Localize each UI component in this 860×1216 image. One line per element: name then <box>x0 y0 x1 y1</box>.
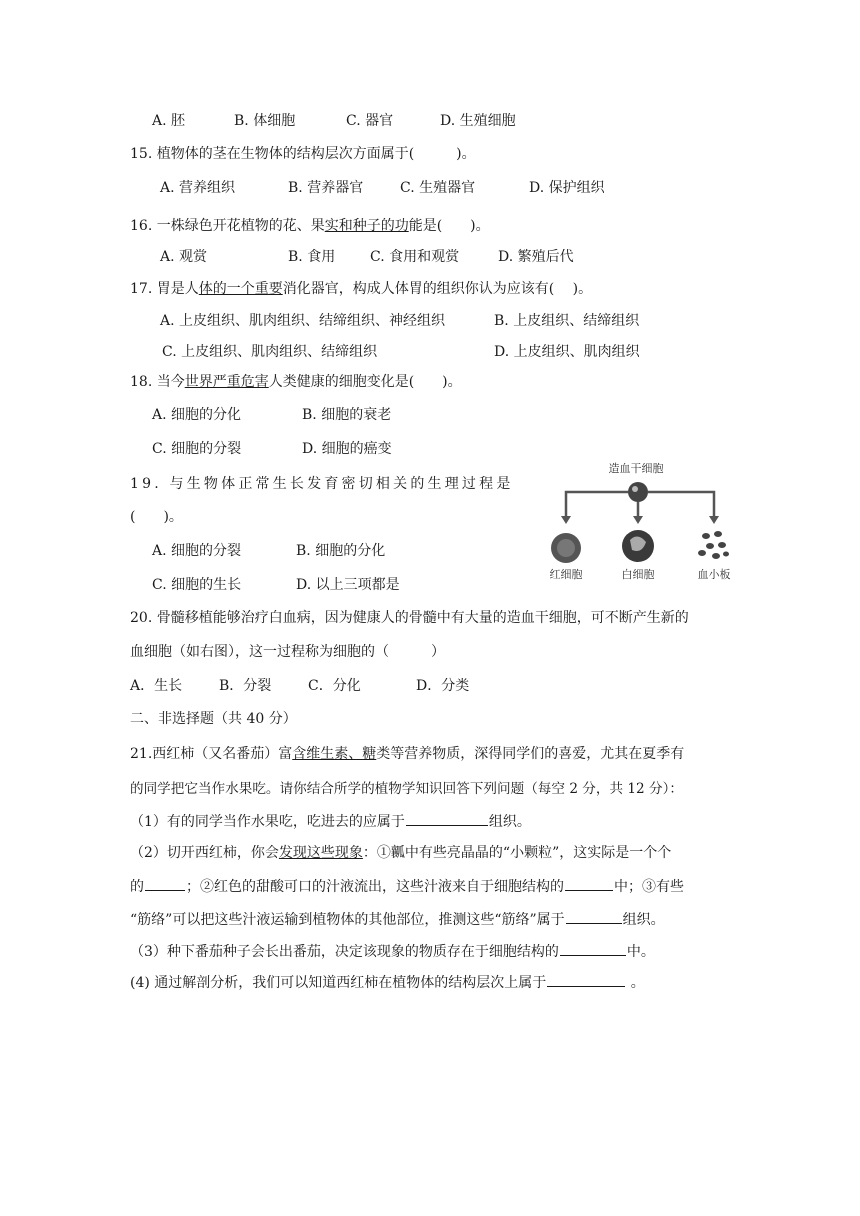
q21-stem-line2: 的同学把它当作水果吃。请你结合所学的植物学知识回答下列问题（每空 2 分，共 12 分）： <box>130 781 683 797</box>
stem-cell-diagram <box>538 462 738 582</box>
q15-option-d: D. 保护组织 <box>529 180 605 196</box>
q16-option-c: C. 食用和观赏 <box>370 249 460 265</box>
q18-option-d: D. 细胞的癌变 <box>302 441 392 457</box>
q20-option-c: C．分化 <box>308 678 361 694</box>
q14-option-d: D. 生殖细胞 <box>440 113 516 129</box>
q20-option-d: D．分类 <box>416 678 470 694</box>
stem-cell-icon <box>628 482 648 502</box>
q21-part2-line1: （2）切开西红柿，你会发现这些现象：①瓤中有些亮晶晶的“小颗粒”，这实际是一个个 <box>130 845 672 861</box>
q20-option-b: B．分裂 <box>219 678 272 694</box>
q16-option-d: D. 繁殖后代 <box>498 249 574 265</box>
q16-option-a: A. 观赏 <box>160 249 208 265</box>
answer-blank-1[interactable] <box>406 811 488 826</box>
section-title: 二、非选择题（共 40 分） <box>130 711 297 727</box>
answer-blank-4[interactable] <box>566 909 622 924</box>
q21-part2-line2: 的 ；②红色的甜酸可口的汁液流出，这些汁液来自于细胞结构的 中；③有些 <box>130 876 684 897</box>
q18-option-c: C. 细胞的分裂 <box>152 441 242 457</box>
q20-stem-line2: 血细胞（如右图），这一过程称为细胞的（ ） <box>130 644 445 660</box>
q19-option-d: D. 以上三项都是 <box>296 577 400 593</box>
q15-option-c: C. 生殖器官 <box>400 180 476 196</box>
q17-stem: 17. 胃是人体的一个重要消化器官，构成人体胃的组织你认为应该有( )。 <box>130 281 593 297</box>
q19-stem-line2: ( )。 <box>130 509 183 525</box>
q21-stem-line1: 21.西红柿（又名番茄）富含维生素、糖类等营养物质，深得同学们的喜爱，尤其在夏季有 <box>130 746 685 762</box>
q16-option-b: B. 食用 <box>288 249 336 265</box>
q20-option-a: A．生长 <box>130 678 183 694</box>
q21-part4: (4) 通过解剖分析，我们可以知道西红柿在植物体的结构层次上属于 。 <box>130 972 645 993</box>
q16-stem: 16. 一株绿色开花植物的花、果实和种子的功能是( )。 <box>130 218 490 234</box>
answer-blank-5[interactable] <box>560 941 626 956</box>
figure-label-red: 红细胞 <box>549 568 583 581</box>
figure-label-white: 白细胞 <box>621 568 655 581</box>
answer-blank-6[interactable] <box>547 972 625 987</box>
answer-blank-3[interactable] <box>565 876 613 891</box>
figure-label-platelet: 血小板 <box>697 568 731 581</box>
q20-stem-line1: 20. 骨髓移植能够治疗白血病，因为健康人的骨髓中有大量的造血干细胞，可不断产生新的 <box>130 610 689 626</box>
q21-part1: （1）有的同学当作水果吃，吃进去的应属于 组织。 <box>130 811 531 832</box>
arrow-left <box>566 492 628 518</box>
platelets-icon <box>698 531 729 559</box>
q18-option-b: B. 细胞的衰老 <box>302 407 392 423</box>
answer-blank-2[interactable] <box>145 876 185 891</box>
q17-option-c: C. 上皮组织、肌肉组织、结缔组织 <box>162 344 378 360</box>
q21-part3: （3）种下番茄种子会长出番茄，决定该现象的物质存在于细胞结构的 中。 <box>130 941 655 962</box>
q15-option-a: A. 营养组织 <box>160 180 236 196</box>
q15-option-b: B. 营养器官 <box>288 180 364 196</box>
q17-option-d: D. 上皮组织、肌肉组织 <box>494 344 640 360</box>
q18-option-a: A. 细胞的分化 <box>152 407 242 423</box>
q14-option-b: B. 体细胞 <box>234 113 296 129</box>
q19-stem-line1: 19. 与生物体正常生长发育密切相关的生理过程是 <box>130 476 514 492</box>
q18-stem: 18. 当今世界严重危害人类健康的细胞变化是( )。 <box>130 374 462 390</box>
q14-option-c: C. 器官 <box>346 113 394 129</box>
figure-top-label: 造血干细胞 <box>608 462 664 475</box>
q15-stem: 15. 植物体的茎在生物体的结构层次方面属于( )。 <box>130 146 476 162</box>
q19-option-a: A. 细胞的分裂 <box>152 543 242 559</box>
arrow-right <box>648 492 714 518</box>
q14-option-a: A. 胚 <box>152 113 186 129</box>
q17-option-a: A. 上皮组织、肌肉组织、结缔组织、神经组织 <box>160 313 446 329</box>
q19-option-b: B. 细胞的分化 <box>296 543 386 559</box>
q17-option-b: B. 上皮组织、结缔组织 <box>494 313 640 329</box>
q21-part2-line3: “筋络”可以把这些汁液运输到植物体的其他部位，推测这些“筋络”属于 组织。 <box>130 909 665 930</box>
q19-option-c: C. 细胞的生长 <box>152 577 242 593</box>
